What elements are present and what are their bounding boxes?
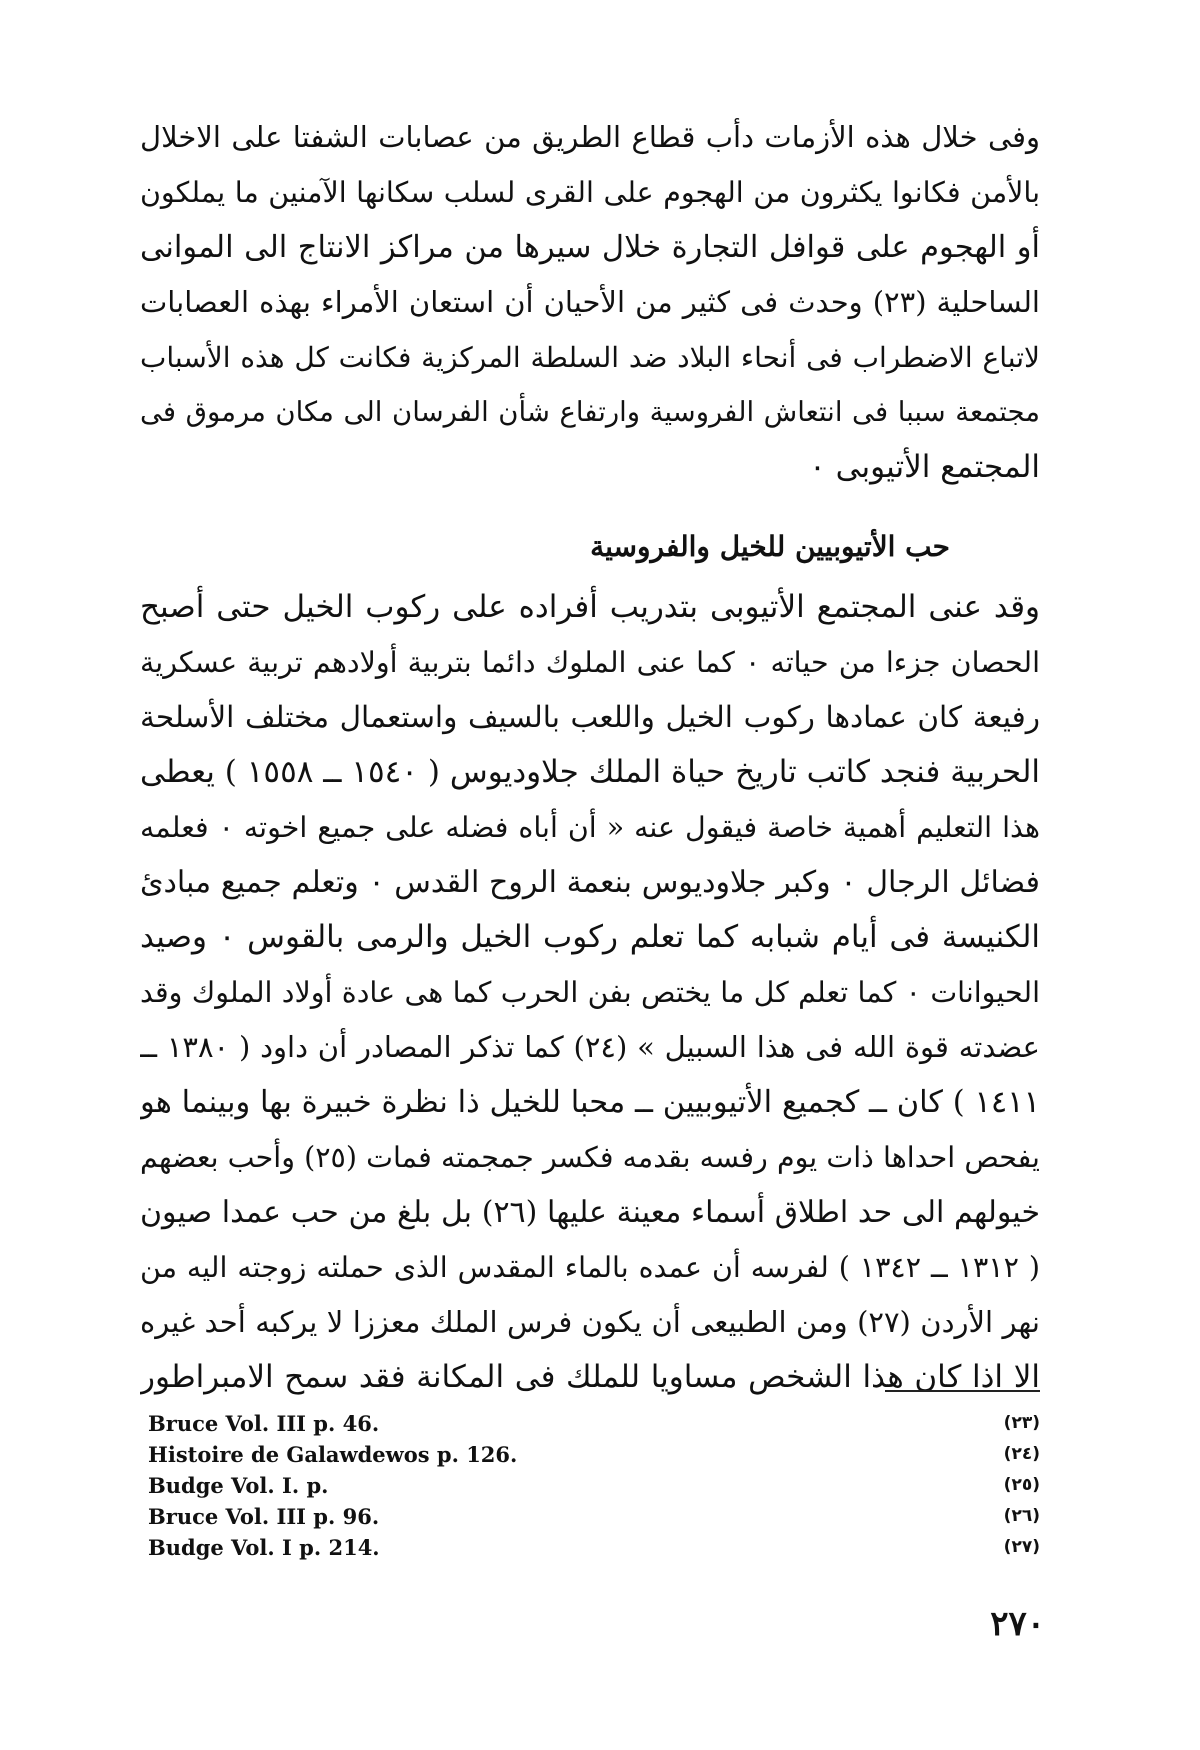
text-line: وقد عنى المجتمع الأتيوبى بتدريب أفراده على ركوب الخيل حتى أصبح <box>140 589 1040 625</box>
footnote-number: (٢٥) <box>1003 1475 1040 1495</box>
text-line: الحصان جزءا من حياته ٠ كما عنى الملوك دائما بتربية أولادهم تربية عسكرية <box>140 646 1040 679</box>
footnote-number: (٢٧) <box>1003 1537 1040 1557</box>
footnote-divider <box>885 1390 1040 1392</box>
footnote-number: (٢٦) <box>1003 1506 1040 1526</box>
paragraph-2 <box>140 580 1040 1405</box>
footnote-number: (٢٣) <box>1003 1413 1040 1433</box>
text-line: نهر الأردن (٢٧) ومن الطبيعى أن يكون فرس الملك معززا لا يركبه أحد غيره <box>140 1305 1040 1339</box>
text-line: فضائل الرجال ٠ وكبر جلاوديوس بنعمة الروح القدس ٠ وتعلم جميع مبادئ <box>140 865 1040 900</box>
footnote-item <box>148 1439 1040 1470</box>
text-line: الحيوانات ٠ كما تعلم كل ما يختص بفن الحرب كما هى عادة أولاد الملوك وقد <box>140 976 1040 1009</box>
footnotes <box>148 1408 1040 1563</box>
text-line: الساحلية (٢٣) وحدث فى كثير من الأحيان أن استعان الأمراء بهذه العصابات <box>140 285 1040 319</box>
text-line: الكنيسة فى أيام شبابه كما تعلم ركوب الخيل والرمى بالقوس ٠ وصيد <box>140 919 1040 955</box>
text-line: مجتمعة سببا فى انتعاش الفروسية وارتفاع شأن الفرسان الى مكان مرموق فى <box>140 396 1040 428</box>
footnote-text: Bruce Vol. III p. 46. <box>148 1411 380 1436</box>
text-line: لاتباع الاضطراب فى أنحاء البلاد ضد السلطة المركزية فكانت كل هذه الأسباب <box>140 341 1040 374</box>
footnote-text: Budge Vol. I. p. <box>148 1473 329 1498</box>
section-heading: حب الأتيوبيين للخيل والفروسية <box>590 530 950 563</box>
text-line: وفى خلال هذه الأزمات دأب قطاع الطريق من عصابات الشفتا على الاخلال <box>140 120 1040 154</box>
text-line: عضدته قوة الله فى هذا السبيل » (٢٤) كما تذكر المصادر أن داود ( ١٣٨٠ ــ <box>140 1030 1040 1064</box>
text-line: يفحص احداها ذات يوم رفسه بقدمه فكسر جمجمته فمات (٢٥) وأحب بعضهم <box>140 1141 1040 1174</box>
footnote-text: Budge Vol. I p. 214. <box>148 1535 380 1560</box>
text-line: هذا التعليم أهمية خاصة فيقول عنه « أن أباه فضله على جميع اخوته ٠ فعلمه <box>140 811 1040 844</box>
footnote-item <box>148 1470 1040 1501</box>
footnote-item <box>148 1501 1040 1532</box>
footnote-item <box>148 1532 1040 1563</box>
text-line: أو الهجوم على قوافل التجارة خلال سيرها من مراكز الانتاج الى الموانى <box>140 230 1040 265</box>
text-line: الحربية فنجد كاتب تاريخ حياة الملك جلاوديوس ( ١٥٤٠ ــ ١٥٥٨ ) يعطى <box>140 754 1040 790</box>
paragraph-1 <box>140 110 1040 495</box>
footnote-number: (٢٤) <box>1003 1444 1040 1464</box>
footnote-text: Bruce Vol. III p. 96. <box>148 1504 380 1529</box>
text-line: ( ١٣١٢ ــ ١٣٤٢ ) لفرسه أن عمده بالماء المقدس الذى حملته زوجته اليه من <box>140 1251 1040 1284</box>
footnote-item <box>148 1408 1040 1439</box>
text-line: رفيعة كان عمادها ركوب الخيل واللعب بالسيف واستعمال مختلف الأسلحة <box>140 700 1040 734</box>
footnote-text: Histoire de Galawdewos p. 126. <box>148 1442 518 1467</box>
text-line: بالأمن فكانوا يكثرون من الهجوم على القرى لسلب سكانها الآمنين ما يملكون <box>140 176 1040 209</box>
text-line: خيولهم الى حد اطلاق أسماء معينة عليها (٢٦) بل بلغ من حب عمدا صيون <box>140 1195 1040 1230</box>
text-line: المجتمع الأتيوبى ٠ <box>809 449 1040 485</box>
text-line: الا اذا كان هذا الشخص مساويا للملك فى المكانة فقد سمح الامبراطور <box>140 1359 1040 1395</box>
page-number: ٢٧٠ <box>990 1604 1045 1644</box>
text-line: ١٤١١ ) كان ــ كجميع الأتيوبيين ــ محبا للخيل ذا نظرة خبيرة بها وبينما هو <box>140 1085 1040 1120</box>
